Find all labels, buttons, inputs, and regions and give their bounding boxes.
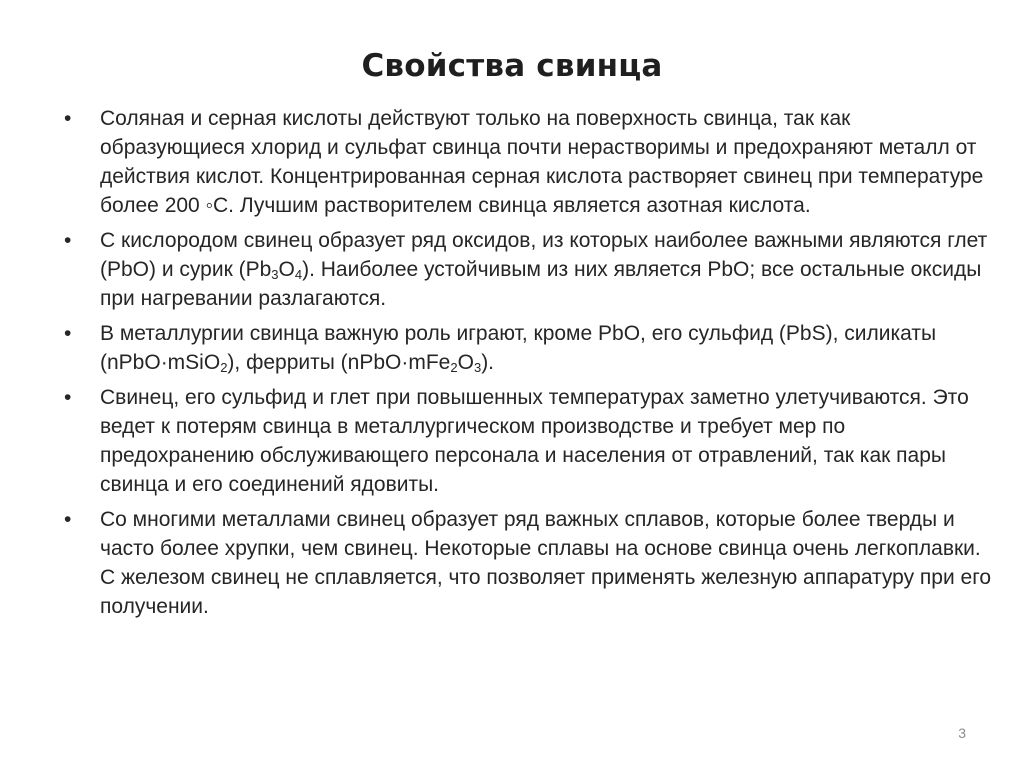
bullet-text-segment: Соляная и серная кислоты действуют только на поверхность свинца, так как образующиеся хлорид и сульфат свинца почти нерастворимы и предохраняют металл от действия кислот. Концентрированная серная кислота растворяет свинец при температуре более 200 ◦С. Лучшим растворителем свинца является азотная кислота. [100,107,984,217]
bullet-text [100,322,936,374]
bullet-item [62,104,992,220]
bullet-marker: • [64,386,72,409]
bullet-marker: • [64,229,72,252]
bullet-text [100,229,987,310]
bullet-text-segment: ). Наиболее устойчивым из них является PbO; все остальные оксиды при нагревании разлагаются. [100,258,982,310]
bullet-text [100,107,983,217]
subscript: 3 [271,267,279,282]
subscript: 4 [294,267,303,282]
bullet-text-segment: В металлургии свинца важную роль играют, кроме PbO, его сульфид (PbS), силикаты (nPbO·mSiO [100,322,937,374]
subscript: 3 [473,360,482,375]
page-number: 3 [958,725,966,741]
bullet-marker: • [64,322,72,345]
bullet-item [62,226,992,313]
subscript: 2 [220,360,228,375]
bullet-list [62,104,992,627]
bullet-text-segment: Со многими металлами свинец образует ряд важных сплавов, которые более тверды и часто более хрупки, чем свинец. Некоторые сплавы на основе свинца очень легкоплавки. С железом свинец не сплавляется, что позволяет применять железную аппаратуру при его получении. [100,508,992,618]
bullet-text-segment: ), ферриты (nPbO·mFe [227,351,451,374]
bullet-text-segment: O [457,351,474,374]
bullet-text-segment: O [278,258,295,281]
bullet-marker: • [64,107,72,130]
bullet-marker: • [64,508,72,531]
bullet-item [62,505,992,621]
bullet-text-segment: Свинец, его сульфид и глет при повышенных температурах заметно улетучиваются. Это ведет к потерям свинца в металлургическом производстве и требует мер по предохранению обслуживающего персонала и населения от отравлений, так как пары свинца и его соединений ядовиты. [100,386,969,496]
bullet-text [100,386,969,496]
bullet-text [100,508,991,618]
subscript: 2 [450,360,458,375]
slide-title: Свойства свинца [361,48,663,84]
bullet-text-segment: С кислородом свинец образует ряд оксидов, из которых наиболее важными являются глет (PbO) и сурик (Pb [100,229,988,281]
bullet-item [62,383,992,499]
bullet-text-segment: ). [481,351,495,374]
bullet-item [62,319,992,377]
